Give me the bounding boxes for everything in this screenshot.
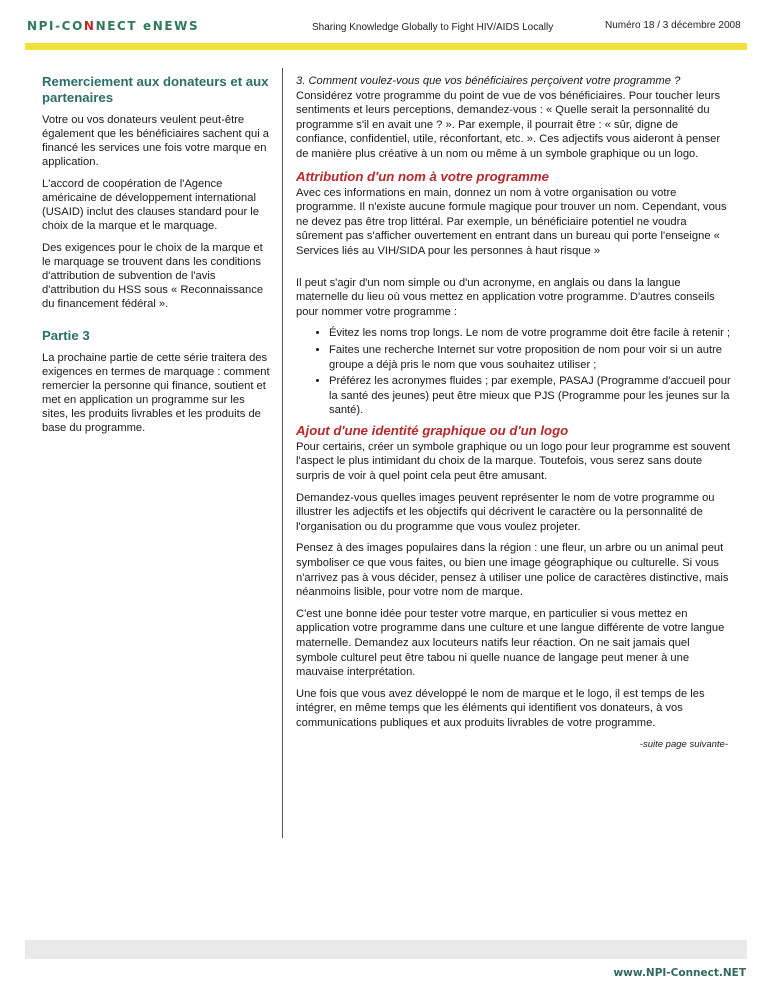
header-tagline: Sharing Knowledge Globally to Fight HIV/AIDS Locally xyxy=(312,22,554,33)
intro-question: 3. Comment voulez-vous que vos bénéficiaires perçoivent votre programme ? xyxy=(296,75,681,87)
list-item: • Évitez les noms trop longs. Le nom de votre programme doit être facile à retenir ; xyxy=(329,326,732,341)
header-bar xyxy=(25,43,747,50)
intro-text: Considérez votre programme du point de vue de vos bénéficiaires. Pour toucher leurs sentiments et leurs perceptions, demandez-vous : « Quelle serait la personnalité du programme s'il en avait une ? ». Par exemple, il pourrait être : « sûr, digne de confiance, confidentiel, utile, réconfortant, etc. ». Ces adjectifs vous aideront à penser de manière plus créative à un nom ou même à un symbole graphique ou un logo. xyxy=(296,89,721,160)
body-paragraph: Pensez à des images populaires dans la région : une fleur, un arbre ou un animal peut symboliser ce que vous faites, ou bien une image géographique ou culturelle. Si vous n'arrivez pas à vous décider, pensez à utiliser une police de caractères distinctive, mais néanmoins lisible, pour votre nom de marque. xyxy=(296,542,729,599)
body-paragraph: Pour certains, créer un symbole graphique ou un logo pour leur programme est souvent l'aspect le plus intimidant du choix de la marque. Toutefois, vous serez sans doute surpris de voir à quel point cela peut être amusant. xyxy=(296,440,731,483)
column-divider xyxy=(282,68,283,838)
body-paragraph: C'est une bonne idée pour tester votre marque, en particulier si vous mettez en application votre programme dans une culture et une langue différente de votre langue maternelle. Demandez aux locuteurs natifs leur réaction. On ne sait jamais quel symbole culturel peut être tabou ni quelle nuance de langage peut mener à une mauvaise interprétation. xyxy=(296,607,725,679)
spacer xyxy=(296,266,732,276)
body-paragraph: Une fois que vous avez développé le nom de marque et le logo, il est temps de les intégrer, en même temps que les éléments qui identifient vos donateurs, à vos communications publiques et aux produits livrables de votre programme. xyxy=(296,687,705,729)
list-item: • Faites une recherche Internet sur votre proposition de nom pour voir si un autre groupe a déjà pris le nom que vous souhaitez utiliser ; xyxy=(329,343,732,372)
continued-note: -suite page suivante- xyxy=(639,738,728,750)
left-paragraph: L'accord de coopération de l'Agence américaine de développement international (USAID) inclut des clauses standard pour le choix de la marque et le marquage. xyxy=(42,178,260,232)
left-heading-part3: Partie 3 xyxy=(42,328,90,343)
section-heading-naming: Attribution d'un nom à votre programme xyxy=(296,168,549,184)
left-column xyxy=(42,74,270,443)
body-paragraph: Avec ces informations en main, donnez un nom à votre organisation ou votre programme. Il n'existe aucune formule magique pour trouver un nom. Cependant, vous ne devez pas être trop littéral. Par exemple, un bénéficiaire potentiel ne voudra sûrement pas s'afficher ouvertement en entrant dans un bureau qui porte l'enseigne « Services liés au VIH/SIDA pour les personnes à haut risque » xyxy=(296,186,727,257)
left-paragraph: La prochaine partie de cette série traitera des exigences en termes de marquage : comment remercier la personne qui finance, soutient et met en application un programme sur les sites, les produits livrables et les produits de base du programme. xyxy=(42,352,270,434)
brand-logo: NPI-CONNECT eNEWS xyxy=(27,19,200,33)
list-item: • Préférez les acronymes fluides ; par exemple, PASAJ (Programme d'accueil pour la santé des jeunes) peut être mieux que PJS (Programme pour les jeunes sur la santé). xyxy=(329,374,732,418)
footer-bar xyxy=(25,940,747,959)
left-paragraph: Votre ou vos donateurs veulent peut-être également que les bénéficiaires sachent qui a financé les services une fois votre marque en application. xyxy=(42,114,270,168)
issue-number: Numéro 18 / 3 décembre 2008 xyxy=(605,20,741,31)
left-heading-donors: Remerciement aux donateurs et aux partenaires xyxy=(42,74,269,105)
section-heading-logo: Ajout d'une identité graphique ou d'un logo xyxy=(296,422,569,438)
right-column xyxy=(296,74,732,752)
left-paragraph: Des exigences pour le choix de la marque et le marquage se trouvent dans les conditions d'attribution de subvention de l'avis d'attribution du HSS sous « Reconnaissance du financement fédéral ». xyxy=(42,242,264,310)
body-paragraph: Demandez-vous quelles images peuvent représenter le nom de votre programme ou illustrer les adjectifs et les objectifs qui décrivent le caractère ou la personnalité de l'organisation ou du programme que vous voulez projeter. xyxy=(296,491,715,533)
body-paragraph: Il peut s'agir d'un nom simple ou d'un acronyme, en anglais ou dans la langue maternelle du lieu où vous mettez en application votre programme. D'autres conseils pour nommer votre programme : xyxy=(296,276,715,318)
page-header xyxy=(0,0,773,50)
naming-tips-list xyxy=(296,326,732,418)
footer-url-link[interactable]: www.NPI-Connect.NET xyxy=(613,967,746,979)
intro-paragraph xyxy=(296,74,732,162)
